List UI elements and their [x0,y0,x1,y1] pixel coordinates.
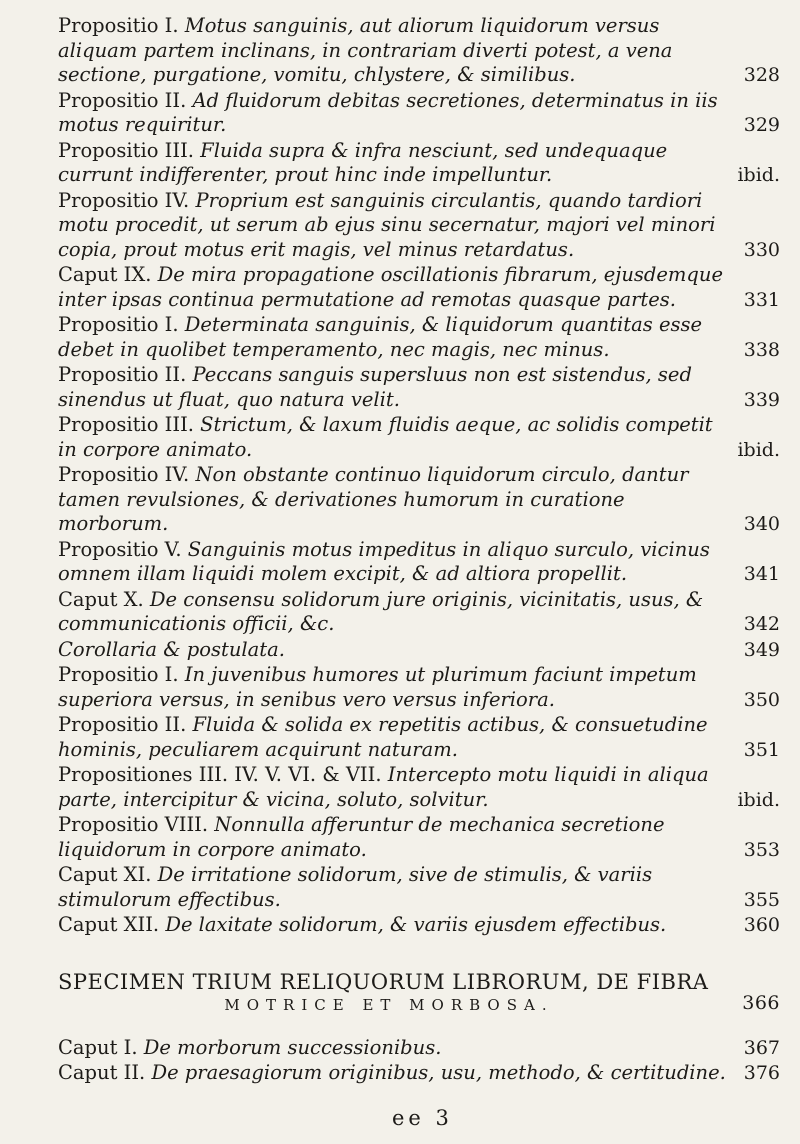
entry-lead: Propositio I. [58,313,179,336]
entry-lead: Propositio IV. [58,188,190,212]
entry-page-number: 349 [743,638,780,661]
toc-entry [58,538,780,587]
toc-entry [58,713,780,762]
entry-page-number: 342 [743,613,780,635]
table-of-contents [58,14,780,1087]
toc-entry [58,463,780,537]
toc-entries [58,14,780,938]
entry-page-number: 331 [743,288,780,311]
toc-entry [58,813,780,862]
entry-title: Intercepto motu liquidi in aliqua parte, intercipitur & vicina, soluto, solvitur. [58,763,709,811]
entry-page-number: 330 [743,238,780,261]
entry-page-number: 329 [743,114,780,136]
entry-title: In juvenibus humores ut plurimum faciunt impetum superiora versus, in senibus vero versus inferiora. [58,663,697,711]
toc-entry [58,763,780,812]
entry-lead: Propositio III. [58,413,194,436]
toc-entry [58,913,780,938]
entry-title: Determinata sanguinis, & liquidorum quantitas esse debet in quolibet temperamento, nec magis, nec minus. [58,313,703,361]
entry-lead: Propositio I. [58,663,179,686]
entry-page-number: 341 [743,563,780,585]
entry-lead: Caput XI. [58,863,152,886]
entry-lead: Propositio II. [58,713,187,736]
entry-page-number: ibid. [737,788,780,811]
entry-page-number: 367 [743,1036,780,1059]
entry-page-number: 353 [743,838,780,861]
toc-entry [58,663,780,712]
entry-lead: Caput X. [58,587,144,611]
toc-entry [58,363,780,412]
entry-lead: Propositio II. [58,88,187,112]
toc-entry [58,863,780,912]
entry-page-number: 328 [743,64,780,86]
entry-title: De laxitate solidorum, & variis ejusdem effectibus. [165,913,667,936]
entry-title: Strictum, & laxum fluidis aeque, ac solidis competit in corpore animato. [58,413,713,461]
entry-title: Fluida supra & infra nesciunt, sed undequaque currunt indifferenter, prout hinc inde impelluntur. [58,138,668,186]
signature-mark: ee 3 [392,1106,453,1130]
entry-title: Peccans sanguis supersluus non est sistendus, sed sinendus ut fluat, quo natura velit. [58,363,692,411]
entry-lead: Propositio II. [58,363,187,386]
entry-title: Corollaria & postulata. [58,637,285,661]
section-title: SPECIMEN TRIUM RELIQUORUM LIBRORUM, DE FIBRA [58,969,709,994]
entry-lead: Propositio IV. [58,463,190,486]
entry-title: De consensu solidorum jure originis, vicinitatis, usus, & communicationis officii, &c. [58,587,704,635]
entry-lead: Caput I. [58,1035,138,1059]
entry-page-number: 355 [743,888,780,911]
entry-title: Nonnulla afferuntur de mechanica secretione liquidorum in corpore animato. [58,813,665,861]
entry-lead: Caput XII. [58,913,160,936]
entry-lead: Caput IX. [58,263,152,286]
toc-entry [58,1061,780,1086]
entry-lead: Propositio VIII. [58,813,209,836]
toc-entry [58,588,780,637]
toc-entry [58,189,780,263]
toc-entry [58,313,780,362]
entry-lead: Propositio III. [58,138,194,162]
entry-title: Ad fluidorum debitas secretiones, determinatus in iis motus requiritur. [58,88,718,136]
toc-final-entries [58,1036,780,1086]
toc-entry [58,263,780,312]
entry-lead: Propositiones III. IV. V. VI. & VII. [58,763,382,786]
toc-entry [58,89,780,138]
toc-entry [58,1036,780,1061]
entry-lead: Caput II. [58,1061,146,1084]
entry-title: De irritatione solidorum, sive de stimulis, & variis stimulorum effectibus. [58,863,653,911]
entry-title: De mira propagatione oscillationis fibrarum, ejusdemque inter ipsas continua permutatione ad remotas quasque partes. [58,263,723,311]
toc-entry [58,139,780,188]
toc-entry [58,14,780,88]
entry-lead: Propositio V. [58,537,182,561]
entry-page-number: 376 [743,1062,780,1084]
section-page-number: 366 [742,991,780,1014]
entry-page-number: 338 [743,338,780,361]
entry-page-number: 360 [743,914,780,936]
entry-page-number: 351 [743,738,780,761]
entry-title: Sanguinis motus impeditus in aliquo surculo, vicinus omnem illam liquidi molem excipit, & ad altiora propellit. [58,537,710,585]
toc-entry [58,638,780,663]
entry-lead: Propositio I. [58,14,179,37]
entry-title: Motus sanguinis, aut aliorum liquidorum versus aliquam partem inclinans, in contrariam diverti potest, a vena sectione, purgatione, vomitu, chlystere, & similibus. [58,14,673,86]
entry-title: Proprium est sanguinis circulantis, quando tardiori motu procedit, ut serum ab ejus sinu secernatur, majori vel minori copia, prout motus erit magis, vel minus retardatus. [58,188,716,261]
entry-page-number: 340 [743,513,780,535]
entry-page-number: ibid. [737,164,780,186]
entry-title: Fluida & solida ex repetitis actibus, & consuetudine hominis, peculiarem acquirunt naturam. [58,713,708,761]
entry-page-number: 339 [743,388,780,411]
section-heading [58,970,780,1014]
entry-title: De praesagiorum originibus, usu, methodo, & certitudine. [151,1061,726,1084]
section-subtitle: MOTRICE ET MORBOSA. [224,995,554,1014]
entry-title: De morborum successionibus. [143,1035,442,1059]
entry-page-number: ibid. [737,438,780,461]
toc-entry [58,413,780,462]
entry-page-number: 350 [743,688,780,711]
entry-title: Non obstante continuo liquidorum circulo, dantur tamen revulsiones, & derivationes humorum in curatione morborum. [58,463,689,535]
